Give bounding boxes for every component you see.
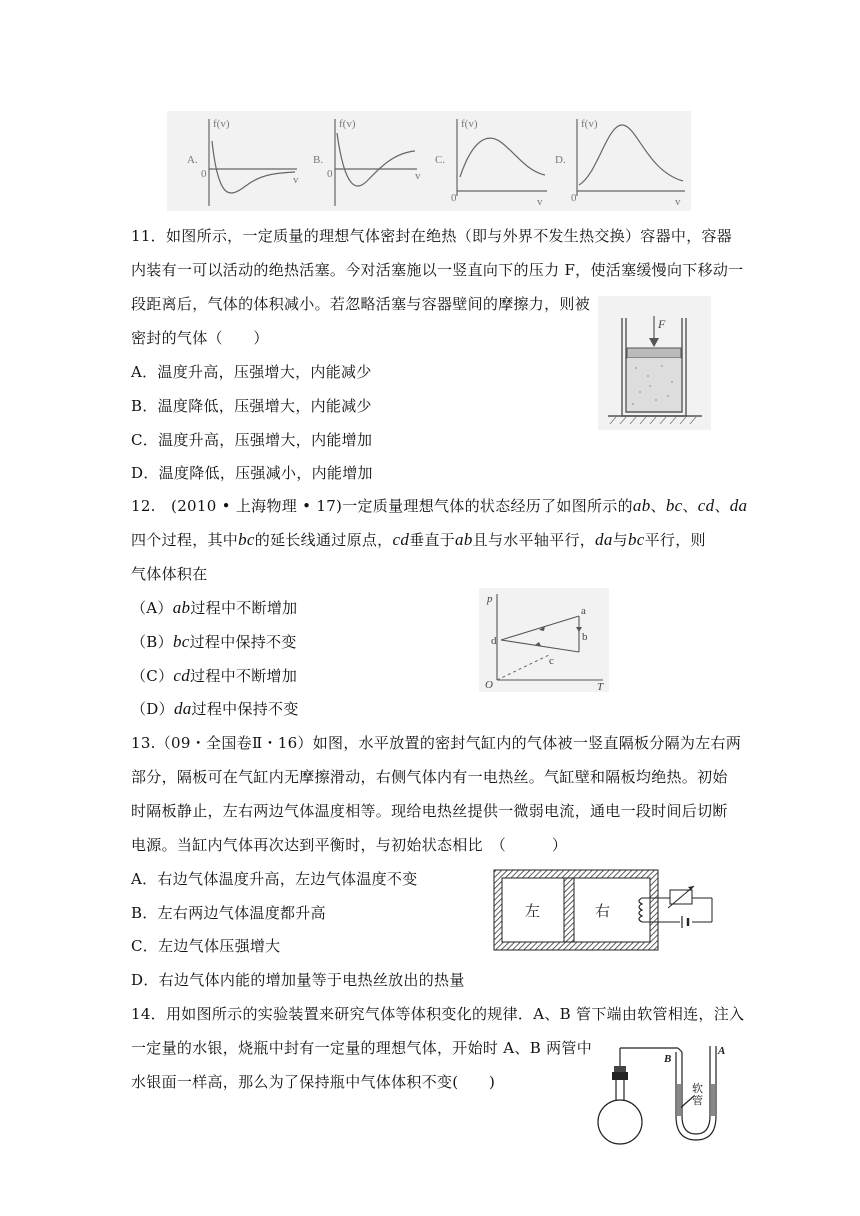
svg-text:a: a bbox=[581, 605, 586, 617]
svg-text:b: b bbox=[582, 631, 588, 643]
svg-text:f(v): f(v) bbox=[581, 118, 598, 130]
svg-text:v: v bbox=[415, 170, 421, 182]
panel-d-label: D. bbox=[555, 154, 566, 166]
svg-text:v: v bbox=[537, 196, 543, 208]
svg-text:f(v): f(v) bbox=[213, 118, 230, 130]
q14-line3: 水银面一样高，那么为了保持瓶中气体体积不变( ) bbox=[131, 1073, 496, 1091]
svg-text:O: O bbox=[485, 679, 493, 691]
q12-option-c: （C）cd过程中不断增加 bbox=[131, 666, 298, 685]
right-chamber-label: 右 bbox=[595, 904, 611, 920]
force-label: F bbox=[658, 317, 666, 331]
q13-line4: 电源。当缸内气体再次达到平衡时，与初始状态相比 （ ） bbox=[131, 836, 568, 854]
svg-text:p: p bbox=[487, 593, 493, 605]
svg-text:0: 0 bbox=[201, 168, 207, 180]
q11-option-c: C．温度升高，压强增大，内能增加 bbox=[131, 431, 373, 449]
q11-option-a: A．温度升高，压强增大，内能减少 bbox=[131, 363, 372, 381]
q13-line3: 时隔板静止，左右两边气体温度相等。现给电热丝提供一微弱电流，通电一段时间后切断 bbox=[131, 802, 728, 820]
svg-text:0: 0 bbox=[451, 192, 457, 204]
q11-option-b: B．温度降低，压强增大，内能减少 bbox=[131, 397, 372, 415]
q14-line2: 一定量的水银，烧瓶中封有一定量的理想气体，开始时 A、B 两管中 bbox=[131, 1039, 592, 1057]
svg-text:0: 0 bbox=[571, 192, 577, 204]
q11-line3: 段距离后，气体的体积减小。若忽略活塞与容器壁间的摩擦力，则被 bbox=[131, 295, 591, 313]
hose-label-2: 管 bbox=[692, 1095, 703, 1107]
svg-text:T: T bbox=[597, 681, 604, 692]
tube-a-label: A bbox=[718, 1045, 726, 1057]
q13-option-c: C．左边气体压强增大 bbox=[131, 937, 281, 955]
q11-line4: 密封的气体（ ） bbox=[131, 329, 269, 347]
q12-line2: 四个过程，其中bc的延长线通过原点，cd垂直于ab且与水平轴平行，da与bc平行，则 bbox=[131, 530, 706, 549]
q12-line1: 12. (2010 • 上海物理 • 17)一定质量理想气体的状态经历了如图所示的ab、bc、cd、da bbox=[131, 496, 748, 515]
pT-graph-figure bbox=[479, 588, 609, 692]
left-chamber-label: 左 bbox=[525, 904, 541, 920]
svg-text:v: v bbox=[293, 174, 299, 186]
panel-b-label: B. bbox=[313, 154, 324, 166]
svg-text:f(v): f(v) bbox=[461, 118, 478, 130]
q12-option-a: （A）ab过程中不断增加 bbox=[131, 598, 298, 617]
q12-option-b: （B）bc过程中保持不变 bbox=[131, 632, 297, 651]
hose-label: 软 bbox=[692, 1083, 703, 1095]
svg-text:d: d bbox=[491, 635, 497, 647]
q13-option-d: D．右边气体内能的增加量等于电热丝放出的热量 bbox=[131, 971, 465, 989]
q13-line1: 13.（09・全国卷Ⅱ・16）如图，水平放置的密封气缸内的气体被一竖直隔板分隔为左右两 bbox=[131, 734, 742, 752]
svg-text:0: 0 bbox=[327, 168, 333, 180]
panel-a-label: A. bbox=[187, 154, 198, 166]
panel-c-label: C. bbox=[435, 154, 446, 166]
svg-text:v: v bbox=[675, 196, 681, 208]
q11-line2: 内装有一可以活动的绝热活塞。今对活塞施以一竖直向下的压力 F，使活塞缓慢向下移动一 bbox=[131, 261, 744, 279]
q11-option-d: D．温度降低，压强减小，内能增加 bbox=[131, 464, 373, 482]
q13-option-a: A．右边气体温度升高，左边气体温度不变 bbox=[131, 870, 418, 888]
q12-option-d: （D）da过程中保持不变 bbox=[131, 699, 299, 718]
q13-option-b: B．左右两边气体温度都升高 bbox=[131, 904, 326, 922]
tube-b-label: B bbox=[664, 1053, 672, 1065]
velocity-distribution-figure bbox=[167, 111, 691, 211]
svg-text:f(v): f(v) bbox=[339, 118, 356, 130]
piston-container-figure bbox=[598, 296, 711, 430]
q14-line1: 14．用如图所示的实验装置来研究气体等体积变化的规律．A、B 管下端由软管相连，注入 bbox=[131, 1005, 745, 1023]
svg-text:c: c bbox=[549, 655, 554, 667]
q12-line3: 气体体积在 bbox=[131, 565, 208, 583]
q11-line1: 11．如图所示，一定质量的理想气体密封在绝热（即与外界不发生热交换）容器中，容器 bbox=[131, 227, 733, 245]
q13-line2: 部分，隔板可在气缸内无摩擦滑动，右侧气体内有一电热丝。气缸壁和隔板均绝热。初始 bbox=[131, 768, 728, 786]
flask-utube-figure bbox=[592, 1036, 737, 1148]
cylinder-figure bbox=[492, 868, 722, 954]
